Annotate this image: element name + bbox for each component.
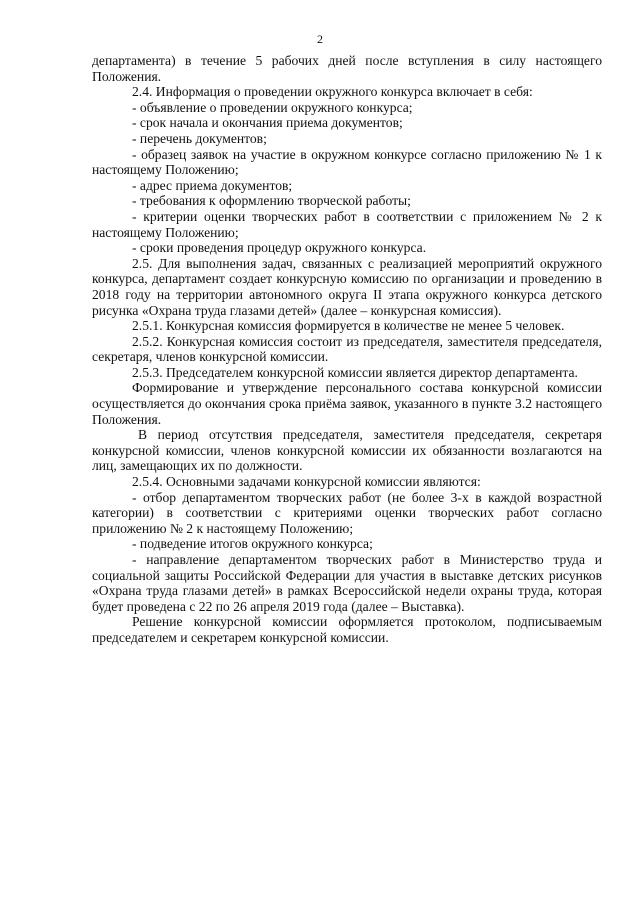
list-item: - объявление о проведении окружного конкурса; — [132, 99, 413, 115]
list-item: - направление департаментом творческих работ в Министерство труда и социальной защиты Российской Федерации для участия в выставке детских рисунков «Охрана труда глазами детей» в рамках Всероссийской недели охраны труда, которая будет проведена с 22 по 26 апреля 2019 года (далее – Выставка). — [92, 552, 602, 614]
list-item: - срок начала и окончания приема документов; — [132, 115, 403, 131]
paragraph: 2.5.1. Конкурсная комиссия формируется в количестве не менее 5 человек. — [132, 318, 565, 334]
list-item: - перечень документов; — [132, 130, 267, 146]
paragraph: Решение конкурсной комиссии оформляется протоколом, подписываемым председателем и секретарем конкурсной комиссии. — [92, 614, 602, 645]
page-number: 2 — [317, 32, 323, 46]
paragraph: 2.5. Для выполнения задач, связанных с реализацией мероприятий окружного конкурса, департамент создает конкурсную комиссию по организации и проведению в 2018 году на территории автономного округа II этапа окружного конкурса детского рисунка «Охрана труда глазами детей» (далее – конкурсная комиссия). — [92, 255, 602, 318]
list-item: - сроки проведения процедур окружного конкурса. — [132, 240, 427, 256]
list-item: - критерии оценки творческих работ в соответствии с приложением № 2 к настоящему Положению; — [92, 208, 602, 240]
list-item: - требования к оформлению творческой работы; — [132, 193, 411, 209]
list-item: - адрес приема документов; — [132, 177, 293, 193]
list-item: - отбор департаментом творческих работ (не более 3-х в каждой возрастной категории) в соответствии с критериями оценки творческих работ согласно приложению № 2 к настоящему Положению; — [92, 489, 602, 536]
list-item: - образец заявок на участие в окружном конкурсе согласно приложению № 1 к настоящему Положению; — [92, 146, 602, 178]
document-body — [92, 53, 602, 646]
list-item: - подведение итогов окружного конкурса; — [132, 536, 373, 552]
paragraph: 2.5.2. Конкурсная комиссия состоит из председателя, заместителя председателя, секретаря, членов конкурсной комиссии. — [92, 333, 602, 365]
paragraph: Формирование и утверждение персонального состава конкурсной комиссии осуществляется до окончания срока приёма заявок, указанного в пункте 3.2 настоящего Положения. — [92, 380, 602, 427]
paragraph: 2.5.3. Председателем конкурсной комиссии является директор департамента. — [132, 364, 578, 380]
paragraph: В период отсутствия председателя, заместителя председателя, секретаря конкурсной комиссии, членов конкурсной комиссии их обязанности возлагаются на лиц, замещающих их по должности. — [92, 427, 602, 474]
paragraph: 2.5.4. Основными задачами конкурсной комиссии являются: — [132, 474, 481, 490]
paragraph: 2.4. Информация о проведении окружного конкурса включает в себя: — [132, 84, 533, 100]
paragraph: департамента) в течение 5 рабочих дней после вступления в силу настоящего Положения. — [92, 53, 602, 84]
